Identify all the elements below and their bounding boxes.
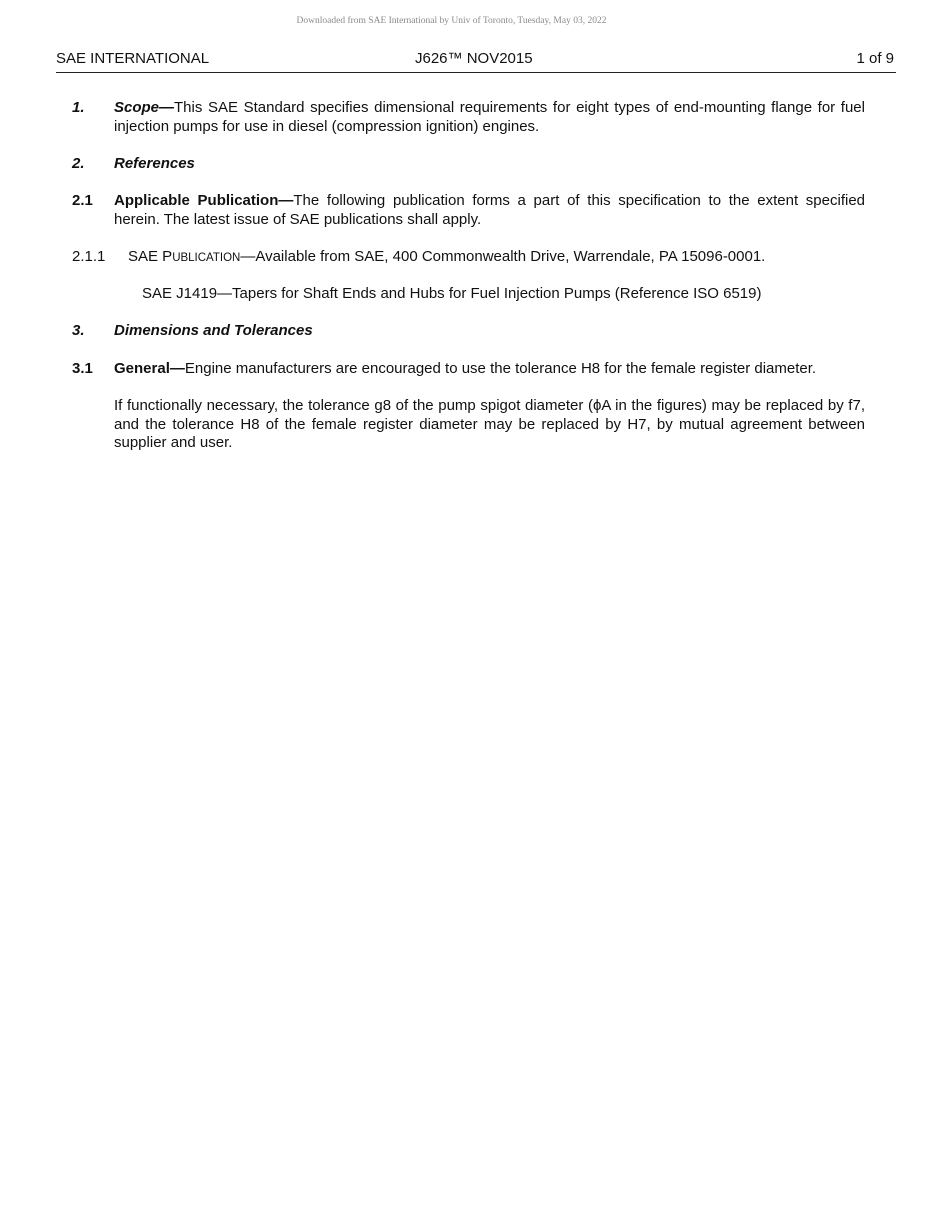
section-3-1-title: General— <box>114 360 185 377</box>
download-note: Downloaded from SAE International by Univ of Toronto, Tuesday, May 03, 2022 <box>296 16 607 26</box>
section-2-1-1-text: —Available from SAE, 400 Commonwealth Drive, Warrendale, PA 15096-0001. <box>240 248 766 265</box>
section-1-title: Scope— <box>114 99 175 116</box>
header-page-number: 1 of 9 <box>856 50 894 67</box>
section-2-1-number: 2.1 <box>72 192 93 209</box>
section-3-1-general <box>114 360 865 379</box>
section-2-1-1-label-cap: SAE P <box>128 248 173 265</box>
section-3-1-number: 3.1 <box>72 360 93 377</box>
section-1-number: 1. <box>72 99 85 116</box>
section-3-title: Dimensions and Tolerances <box>114 322 313 339</box>
section-2-1-title: Applicable Publication— <box>114 192 294 209</box>
section-3-number: 3. <box>72 322 85 339</box>
page-header <box>56 50 896 73</box>
header-document-id: J626™ NOV2015 <box>415 50 533 67</box>
section-1-scope <box>114 99 865 136</box>
section-3-1-text: Engine manufacturers are encouraged to use the tolerance H8 for the female register diameter. <box>184 360 817 377</box>
section-2-1-text: The following publication forms a part of this specification to the extent specified herein. The latest issue of SAE publications shall apply. <box>114 192 866 228</box>
section-2-1-1-sae-publication <box>128 248 865 268</box>
section-3-1-tolerance-paragraph: If functionally necessary, the tolerance g8 of the pump spigot diameter (ϕA in the figures) may be replaced by f7, and the tolerance H8 of the female register diameter may be replaced by H7, by mutual agreement between supplier and user. <box>114 397 865 451</box>
section-2-1-1-label-small: UBLICATION <box>172 252 241 264</box>
header-organization: SAE INTERNATIONAL <box>56 50 210 67</box>
section-1-text: This SAE Standard specifies dimensional requirements for eight types of end-mounting flange for fuel injection pumps for use in diesel (compression ignition) engines. <box>114 99 865 135</box>
section-2-1-1-number: 2.1.1 <box>72 248 106 265</box>
section-2-title: References <box>114 155 195 172</box>
reference-sae-j1419: SAE J1419—Tapers for Shaft Ends and Hubs for Fuel Injection Pumps (Reference ISO 6519) <box>142 285 762 302</box>
section-2-number: 2. <box>72 155 85 172</box>
section-2-1-applicable-publication <box>114 192 865 229</box>
